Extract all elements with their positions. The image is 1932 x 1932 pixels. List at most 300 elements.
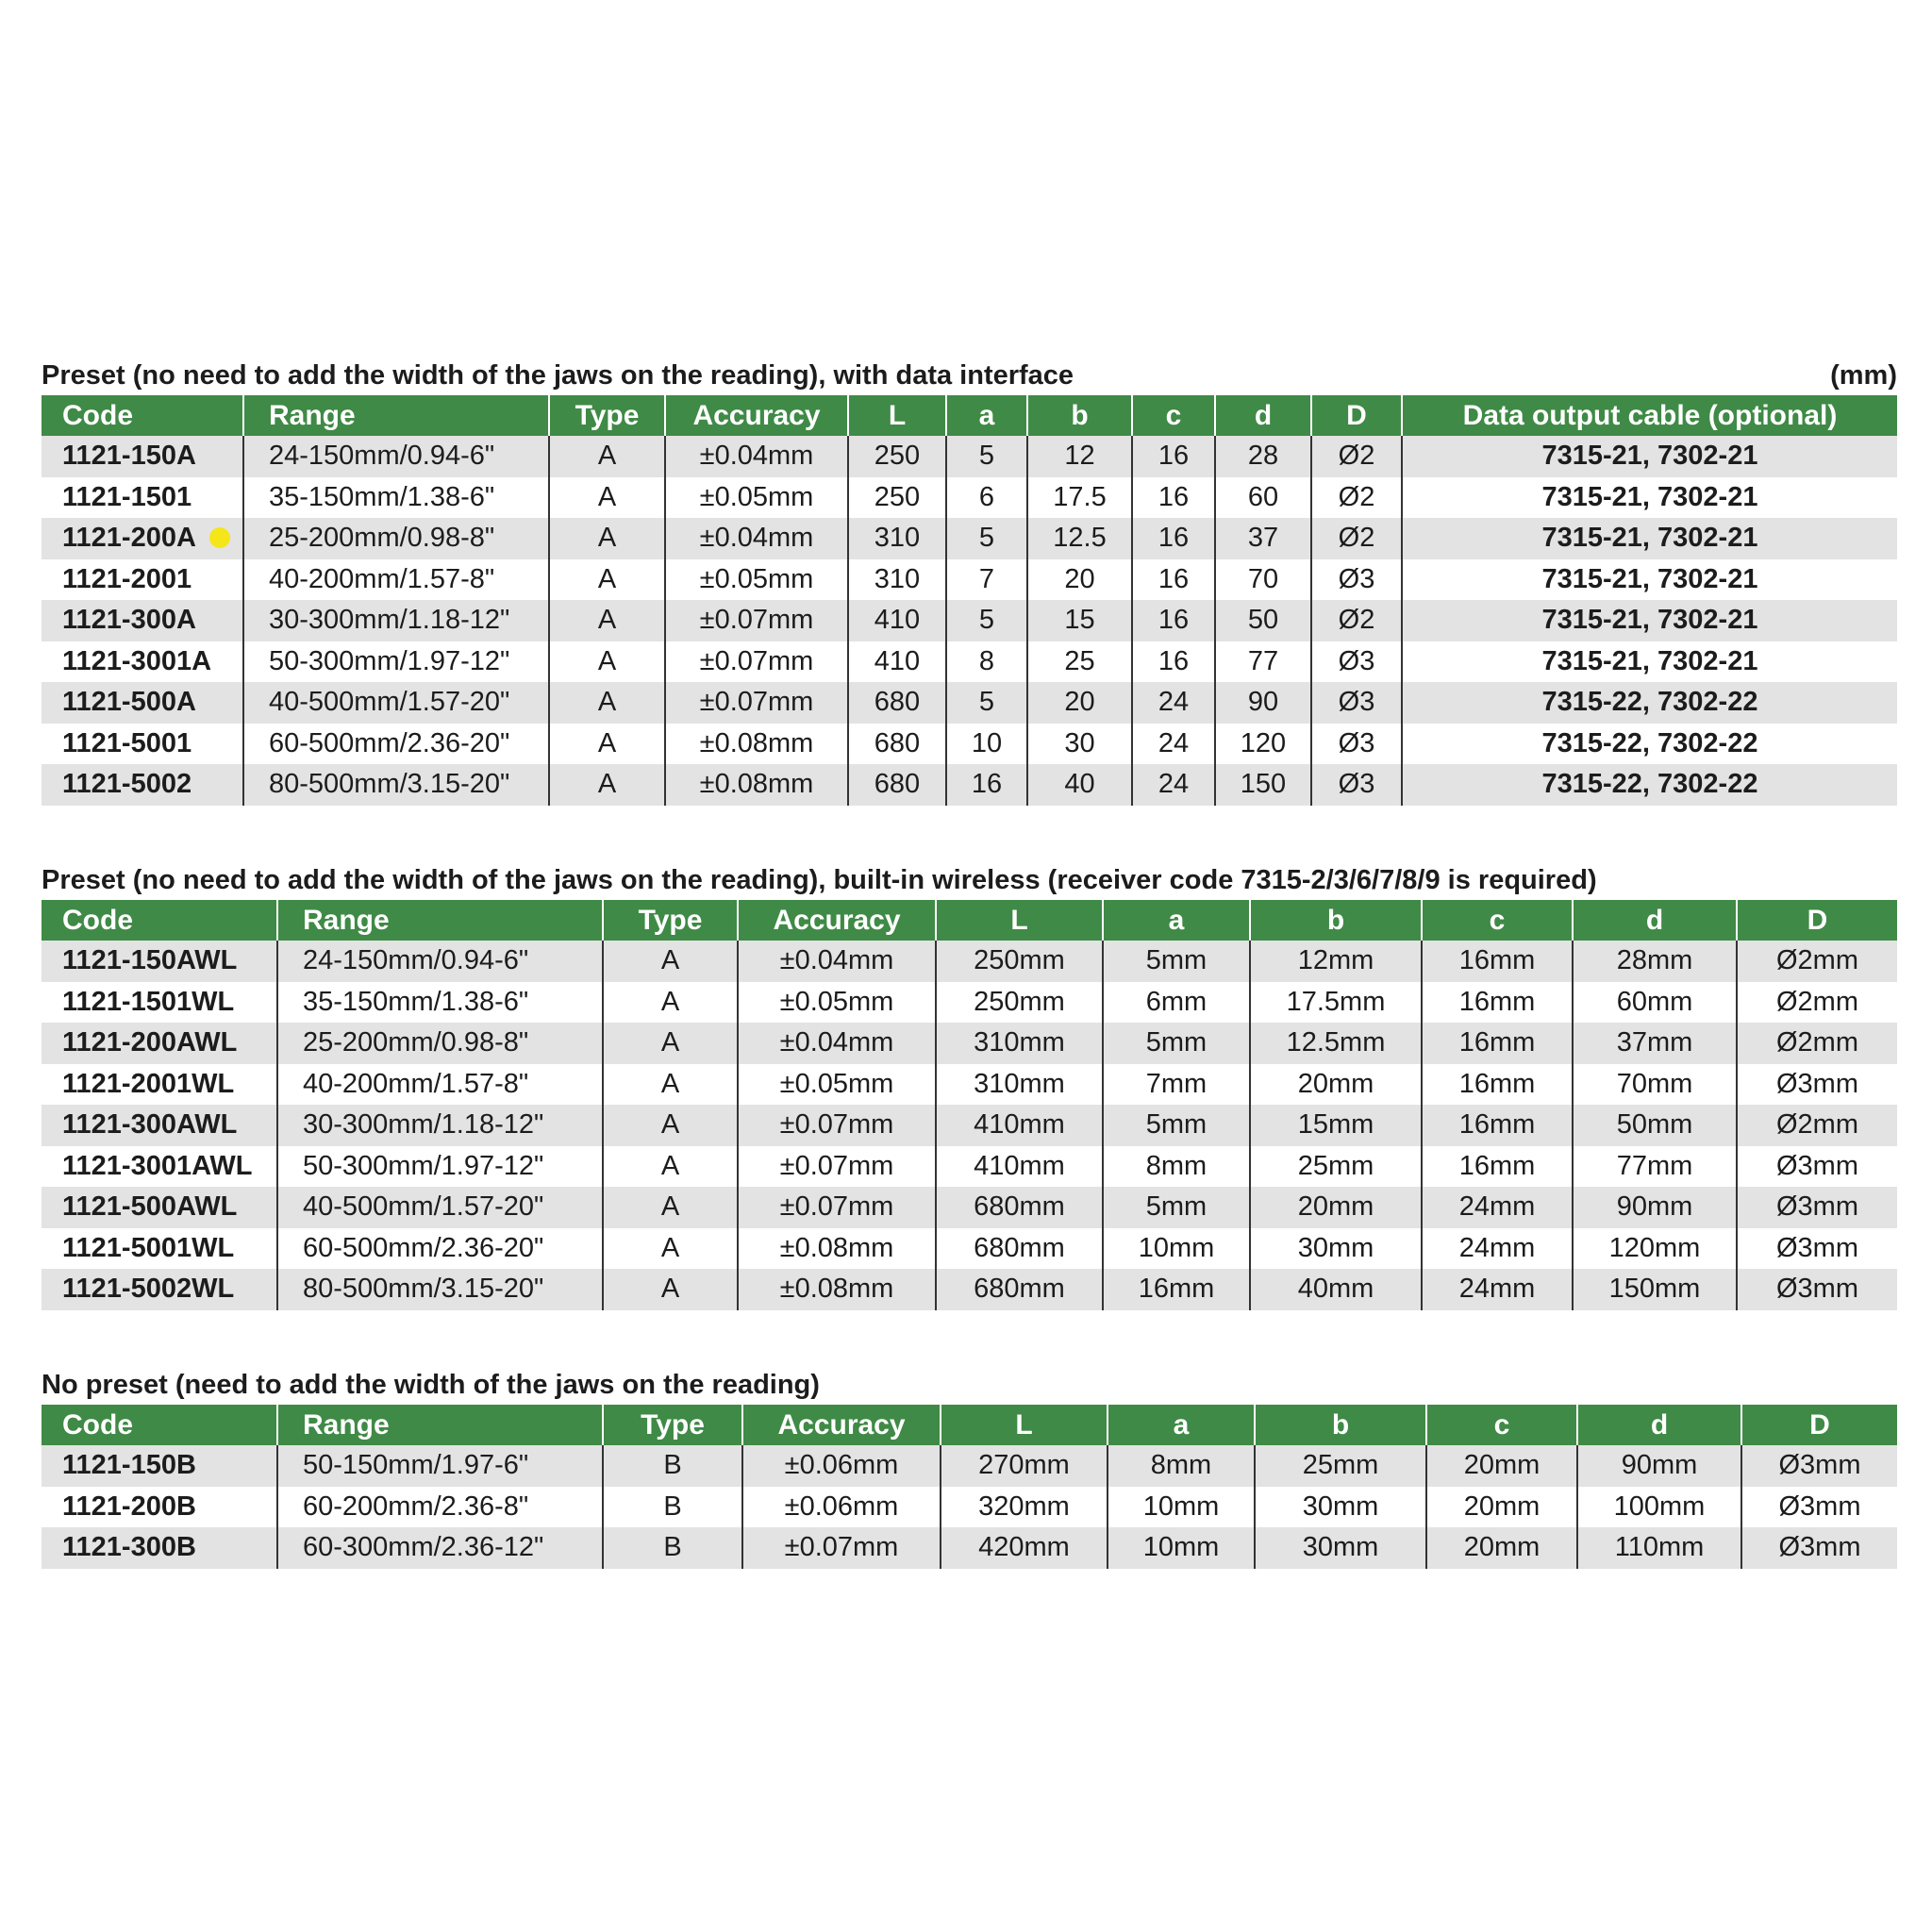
cell-data-output-cable-optional: [1402, 724, 1897, 765]
cell-text: Ø2: [1338, 441, 1375, 472]
cell-d: [1741, 1487, 1897, 1528]
cell-text: 16mm: [1458, 1027, 1536, 1058]
cell-text: 7315-21, 7302-21: [1541, 481, 1758, 512]
cell-text: 5mm: [1145, 945, 1208, 976]
cell-d: [1311, 682, 1402, 724]
cell-range: [277, 982, 603, 1024]
cell-text: Ø3mm: [1776, 1068, 1858, 1099]
cell-text: 80-500mm/3.15-20": [269, 769, 510, 800]
cell-text: 12.5: [1053, 523, 1107, 554]
cell-text: 70mm: [1616, 1068, 1693, 1099]
cell-a: [1103, 1187, 1250, 1228]
cell-text: 680mm: [974, 1274, 1065, 1305]
cell-text: 1121-200AWL: [62, 1027, 238, 1058]
cell-text: 10: [971, 727, 1003, 758]
cell-text: 410mm: [974, 1150, 1065, 1181]
table-row: [42, 724, 1897, 765]
cell-a: [946, 477, 1027, 519]
cell-text: 20: [1064, 687, 1095, 718]
cell-type: [549, 724, 665, 765]
cell-a: [1103, 941, 1250, 982]
cell-l: [936, 1105, 1103, 1146]
cell-range: [277, 1187, 603, 1228]
cell-range: [277, 1023, 603, 1064]
code-cell: [42, 682, 243, 724]
cell-text: ±0.04mm: [699, 441, 814, 472]
cell-c: [1422, 1269, 1573, 1310]
cell-range: [277, 1105, 603, 1146]
cell-text: B: [663, 1450, 682, 1481]
cell-d: [1573, 1228, 1737, 1270]
cell-text: 1121-5002: [62, 769, 192, 800]
table-row: [42, 518, 1897, 559]
cell-l: [848, 518, 946, 559]
header-row: [42, 395, 1897, 436]
unit-label: (mm): [1830, 360, 1897, 391]
cell-d: [1737, 1146, 1897, 1188]
cell-b: [1250, 941, 1422, 982]
cell-text: ±0.04mm: [779, 945, 894, 976]
cell-range: [243, 641, 549, 683]
cell-text: Ø2: [1338, 523, 1375, 554]
cell-d: [1311, 600, 1402, 641]
cell-text: 16mm: [1458, 1109, 1536, 1141]
cell-text: 5mm: [1145, 1109, 1208, 1141]
cell-text: 7mm: [1145, 1068, 1208, 1099]
cell-text: 16: [1158, 645, 1190, 676]
column-header-accuracy: Accuracy: [665, 395, 848, 436]
table-row: [42, 1105, 1897, 1146]
cell-text: 5mm: [1145, 1027, 1208, 1058]
cell-text: A: [597, 645, 617, 676]
cell-text: Ø3mm: [1778, 1532, 1861, 1563]
cell-text: ±0.08mm: [779, 1232, 894, 1263]
column-header-type: Type: [549, 395, 665, 436]
cell-range: [243, 764, 549, 806]
cell-text: 1121-2001WL: [62, 1068, 235, 1099]
cell-text: 20mm: [1297, 1191, 1374, 1223]
cell-b: [1027, 600, 1132, 641]
cell-text: 28: [1247, 441, 1279, 472]
cell-text: 17.5: [1053, 481, 1107, 512]
cell-text: Ø3mm: [1778, 1491, 1861, 1522]
column-header-c: c: [1426, 1405, 1577, 1445]
code-cell: [42, 941, 277, 982]
spec-table-data-interface: [42, 395, 1897, 806]
cell-accuracy: [738, 1228, 936, 1270]
cell-d: [1311, 559, 1402, 601]
cell-text: 270mm: [978, 1450, 1070, 1481]
column-header-type: Type: [603, 900, 738, 941]
cell-text: 25mm: [1297, 1150, 1374, 1181]
column-header-range: Range: [277, 1405, 603, 1445]
cell-text: 24: [1158, 687, 1190, 718]
cell-text: 15: [1064, 605, 1095, 636]
cell-text: A: [660, 1068, 680, 1099]
cell-text: A: [660, 1232, 680, 1263]
cell-d: [1215, 518, 1311, 559]
cell-d: [1573, 1146, 1737, 1188]
cell-text: Ø2mm: [1776, 1109, 1858, 1141]
cell-text: Ø2mm: [1776, 945, 1858, 976]
caption-text: Preset (no need to add the width of the jaws on the reading), built-in wireless (receiver code 7315-2/3/6/7/8/9 is required): [42, 865, 1597, 895]
cell-text: 1121-500AWL: [62, 1191, 238, 1223]
cell-type: [603, 1487, 742, 1528]
cell-text: A: [597, 687, 617, 718]
cell-d: [1737, 1228, 1897, 1270]
section-caption: [42, 860, 1897, 900]
cell-text: 7315-21, 7302-21: [1541, 523, 1758, 554]
cell-type: [549, 518, 665, 559]
cell-text: 28mm: [1616, 945, 1693, 976]
column-header-l: L: [936, 900, 1103, 941]
cell-b: [1027, 436, 1132, 477]
spec-table-no-preset: [42, 1405, 1897, 1569]
cell-text: 60-500mm/2.36-20": [303, 1232, 544, 1263]
cell-c: [1422, 982, 1573, 1024]
cell-text: 1121-300B: [62, 1532, 196, 1563]
cell-text: 30mm: [1302, 1532, 1379, 1563]
cell-d: [1737, 1023, 1897, 1064]
cell-text: 60: [1247, 481, 1279, 512]
cell-text: 37mm: [1616, 1027, 1693, 1058]
cell-d: [1215, 641, 1311, 683]
cell-text: 37: [1247, 523, 1279, 554]
cell-text: 1121-3001A: [62, 645, 212, 676]
code-cell: [42, 1146, 277, 1188]
cell-text: 90mm: [1616, 1191, 1693, 1223]
cell-text: Ø3: [1338, 727, 1375, 758]
cell-text: 410mm: [974, 1109, 1065, 1141]
cell-text: 16mm: [1458, 986, 1536, 1017]
cell-text: 50-150mm/1.97-6": [303, 1450, 529, 1481]
cell-text: 24: [1158, 769, 1190, 800]
cell-text: Ø3mm: [1776, 1232, 1858, 1263]
cell-text: 16: [1158, 441, 1190, 472]
column-header-d: d: [1215, 395, 1311, 436]
column-header-a: a: [1103, 900, 1250, 941]
cell-text: 1121-5002WL: [62, 1274, 235, 1305]
cell-text: ±0.07mm: [779, 1109, 894, 1141]
cell-d: [1311, 518, 1402, 559]
code-cell: [42, 436, 243, 477]
cell-type: [549, 641, 665, 683]
cell-d: [1311, 641, 1402, 683]
cell-text: 1121-2001: [62, 563, 192, 594]
cell-text: A: [660, 986, 680, 1017]
table-row: [42, 1487, 1897, 1528]
cell-text: 20: [1064, 563, 1095, 594]
cell-d: [1737, 982, 1897, 1024]
cell-text: Ø3: [1338, 563, 1375, 594]
cell-accuracy: [665, 477, 848, 519]
cell-text: 16: [1158, 563, 1190, 594]
cell-text: 24-150mm/0.94-6": [303, 945, 529, 976]
section-caption: [42, 356, 1897, 395]
cell-accuracy: [742, 1527, 941, 1569]
cell-text: 20mm: [1297, 1068, 1374, 1099]
cell-d: [1577, 1487, 1741, 1528]
cell-b: [1250, 1146, 1422, 1188]
cell-accuracy: [738, 1023, 936, 1064]
cell-text: 7315-21, 7302-21: [1541, 645, 1758, 676]
cell-type: [603, 1146, 738, 1188]
cell-text: 40-500mm/1.57-20": [269, 687, 510, 718]
cell-text: 12mm: [1297, 945, 1374, 976]
cell-text: 30mm: [1297, 1232, 1374, 1263]
cell-l: [848, 436, 946, 477]
cell-l: [848, 724, 946, 765]
cell-text: Ø3mm: [1776, 1150, 1858, 1181]
cell-text: 50: [1247, 605, 1279, 636]
cell-text: ±0.07mm: [699, 645, 814, 676]
cell-text: ±0.05mm: [779, 986, 894, 1017]
cell-text: ±0.04mm: [779, 1027, 894, 1058]
cell-text: 20mm: [1463, 1450, 1541, 1481]
cell-text: 1121-300A: [62, 605, 196, 636]
cell-type: [549, 477, 665, 519]
cell-text: A: [660, 1027, 680, 1058]
cell-text: 1121-150A: [62, 441, 196, 472]
cell-text: ±0.07mm: [699, 605, 814, 636]
cell-data-output-cable-optional: [1402, 764, 1897, 806]
cell-text: 7315-22, 7302-22: [1541, 727, 1758, 758]
section-caption: [42, 1365, 1897, 1405]
cell-d: [1573, 941, 1737, 982]
cell-text: 50mm: [1616, 1109, 1693, 1141]
cell-b: [1027, 764, 1132, 806]
cell-a: [946, 559, 1027, 601]
cell-l: [848, 600, 946, 641]
cell-text: 250mm: [974, 945, 1065, 976]
cell-a: [1103, 1105, 1250, 1146]
cell-text: 35-150mm/1.38-6": [269, 481, 495, 512]
cell-text: 12: [1064, 441, 1095, 472]
cell-b: [1250, 982, 1422, 1024]
cell-accuracy: [665, 559, 848, 601]
cell-c: [1132, 600, 1215, 641]
cell-d: [1311, 436, 1402, 477]
cell-a: [1103, 1146, 1250, 1188]
header-row: [42, 900, 1897, 941]
table-row: [42, 682, 1897, 724]
cell-text: 60-200mm/2.36-8": [303, 1491, 529, 1522]
column-header-data-output-cable-optional: Data output cable (optional): [1402, 395, 1897, 436]
cell-d: [1741, 1527, 1897, 1569]
cell-text: 250: [874, 441, 921, 472]
cell-text: 680mm: [974, 1191, 1065, 1223]
cell-l: [941, 1527, 1108, 1569]
cell-c: [1132, 764, 1215, 806]
cell-range: [277, 1228, 603, 1270]
cell-d: [1215, 477, 1311, 519]
cell-accuracy: [738, 1269, 936, 1310]
cell-text: 70: [1247, 563, 1279, 594]
column-header-accuracy: Accuracy: [738, 900, 936, 941]
cell-text: 250mm: [974, 986, 1065, 1017]
column-header-c: c: [1132, 395, 1215, 436]
cell-text: 8mm: [1150, 1450, 1212, 1481]
cell-text: 30-300mm/1.18-12": [269, 605, 510, 636]
cell-text: 410: [874, 645, 921, 676]
cell-type: [603, 982, 738, 1024]
cell-d: [1577, 1445, 1741, 1487]
cell-text: ±0.07mm: [699, 687, 814, 718]
cell-text: ±0.05mm: [779, 1068, 894, 1099]
column-header-b: b: [1250, 900, 1422, 941]
cell-c: [1132, 518, 1215, 559]
cell-b: [1027, 682, 1132, 724]
caption-text: No preset (need to add the width of the jaws on the reading): [42, 1370, 820, 1400]
cell-c: [1132, 559, 1215, 601]
cell-text: 16mm: [1458, 945, 1536, 976]
cell-c: [1132, 682, 1215, 724]
cell-text: 20mm: [1463, 1532, 1541, 1563]
column-header-c: c: [1422, 900, 1573, 941]
column-header-code: Code: [42, 1405, 277, 1445]
cell-d: [1737, 1105, 1897, 1146]
cell-text: 1121-500A: [62, 687, 196, 718]
cell-text: 77mm: [1616, 1150, 1693, 1181]
cell-accuracy: [665, 641, 848, 683]
table-row: [42, 982, 1897, 1024]
cell-text: 680mm: [974, 1232, 1065, 1263]
cell-type: [549, 764, 665, 806]
cell-text: 35-150mm/1.38-6": [303, 986, 529, 1017]
cell-type: [603, 1023, 738, 1064]
cell-text: 16mm: [1458, 1068, 1536, 1099]
cell-text: 15mm: [1297, 1109, 1374, 1141]
cell-text: 24-150mm/0.94-6": [269, 441, 495, 472]
cell-text: Ø3mm: [1778, 1450, 1861, 1481]
cell-text: B: [663, 1532, 682, 1563]
cell-type: [549, 436, 665, 477]
cell-text: 40-200mm/1.57-8": [303, 1068, 529, 1099]
cell-text: 7315-22, 7302-22: [1541, 769, 1758, 800]
column-header-d-upper: D: [1737, 900, 1897, 941]
cell-text: 24mm: [1458, 1232, 1536, 1263]
cell-text: 680: [874, 727, 921, 758]
code-cell: [42, 1269, 277, 1310]
cell-d: [1215, 764, 1311, 806]
cell-d: [1737, 941, 1897, 982]
cell-text: 80-500mm/3.15-20": [303, 1274, 544, 1305]
cell-data-output-cable-optional: [1402, 641, 1897, 683]
cell-text: 24: [1158, 727, 1190, 758]
cell-range: [243, 724, 549, 765]
code-cell: [42, 1487, 277, 1528]
cell-c: [1132, 436, 1215, 477]
cell-d: [1573, 1187, 1737, 1228]
cell-accuracy: [665, 724, 848, 765]
cell-range: [243, 477, 549, 519]
cell-text: 150: [1240, 769, 1287, 800]
cell-text: 60-500mm/2.36-20": [269, 727, 510, 758]
cell-text: A: [597, 769, 617, 800]
cell-text: ±0.06mm: [784, 1491, 899, 1522]
cell-text: 110mm: [1614, 1532, 1705, 1563]
cell-range: [243, 518, 549, 559]
cell-text: 40-200mm/1.57-8": [269, 563, 495, 594]
cell-text: Ø3: [1338, 687, 1375, 718]
code-cell: [42, 982, 277, 1024]
cell-text: A: [597, 481, 617, 512]
column-header-d-upper: D: [1311, 395, 1402, 436]
cell-l: [936, 1187, 1103, 1228]
cell-text: 25-200mm/0.98-8": [269, 523, 495, 554]
cell-type: [549, 600, 665, 641]
cell-b: [1255, 1445, 1426, 1487]
cell-a: [1108, 1487, 1255, 1528]
code-cell: [42, 641, 243, 683]
cell-b: [1027, 477, 1132, 519]
table-row: [42, 1023, 1897, 1064]
cell-text: Ø2: [1338, 481, 1375, 512]
cell-accuracy: [742, 1487, 941, 1528]
code-cell: [42, 1023, 277, 1064]
cell-data-output-cable-optional: [1402, 518, 1897, 559]
cell-b: [1250, 1064, 1422, 1106]
cell-text: 7315-21, 7302-21: [1541, 605, 1758, 636]
table-row: [42, 436, 1897, 477]
code-cell: [42, 1105, 277, 1146]
cell-type: [603, 1445, 742, 1487]
cell-text: 100mm: [1613, 1491, 1706, 1522]
cell-a: [1103, 1023, 1250, 1064]
cell-l: [936, 1228, 1103, 1270]
cell-accuracy: [738, 941, 936, 982]
cell-range: [277, 941, 603, 982]
cell-text: Ø3: [1338, 769, 1375, 800]
cell-range: [277, 1064, 603, 1106]
cell-b: [1027, 518, 1132, 559]
cell-text: 60-300mm/2.36-12": [303, 1532, 544, 1563]
column-header-d: d: [1577, 1405, 1741, 1445]
cell-text: 25mm: [1302, 1450, 1379, 1481]
cell-a: [946, 682, 1027, 724]
cell-l: [936, 1064, 1103, 1106]
code-cell: [42, 724, 243, 765]
cell-text: ±0.06mm: [784, 1450, 899, 1481]
cell-text: ±0.07mm: [779, 1191, 894, 1223]
cell-c: [1426, 1527, 1577, 1569]
cell-a: [1103, 1064, 1250, 1106]
code-cell: [42, 518, 243, 559]
column-header-a: a: [1108, 1405, 1255, 1445]
yellow-dot-icon: [209, 527, 230, 548]
cell-c: [1132, 724, 1215, 765]
cell-text: 16mm: [1458, 1150, 1536, 1181]
cell-accuracy: [665, 518, 848, 559]
cell-a: [946, 764, 1027, 806]
cell-type: [549, 682, 665, 724]
code-cell: [42, 559, 243, 601]
cell-range: [243, 436, 549, 477]
cell-d: [1573, 982, 1737, 1024]
cell-a: [1103, 1269, 1250, 1310]
header-row: [42, 1405, 1897, 1445]
cell-d: [1311, 764, 1402, 806]
cell-text: ±0.04mm: [699, 523, 814, 554]
cell-text: A: [597, 563, 617, 594]
cell-text: 5: [978, 441, 995, 472]
cell-text: 8: [978, 645, 995, 676]
cell-range: [277, 1146, 603, 1188]
cell-accuracy: [738, 1064, 936, 1106]
cell-text: 1121-1501: [62, 481, 192, 512]
cell-text: 680: [874, 769, 921, 800]
cell-text: 10mm: [1138, 1232, 1215, 1263]
